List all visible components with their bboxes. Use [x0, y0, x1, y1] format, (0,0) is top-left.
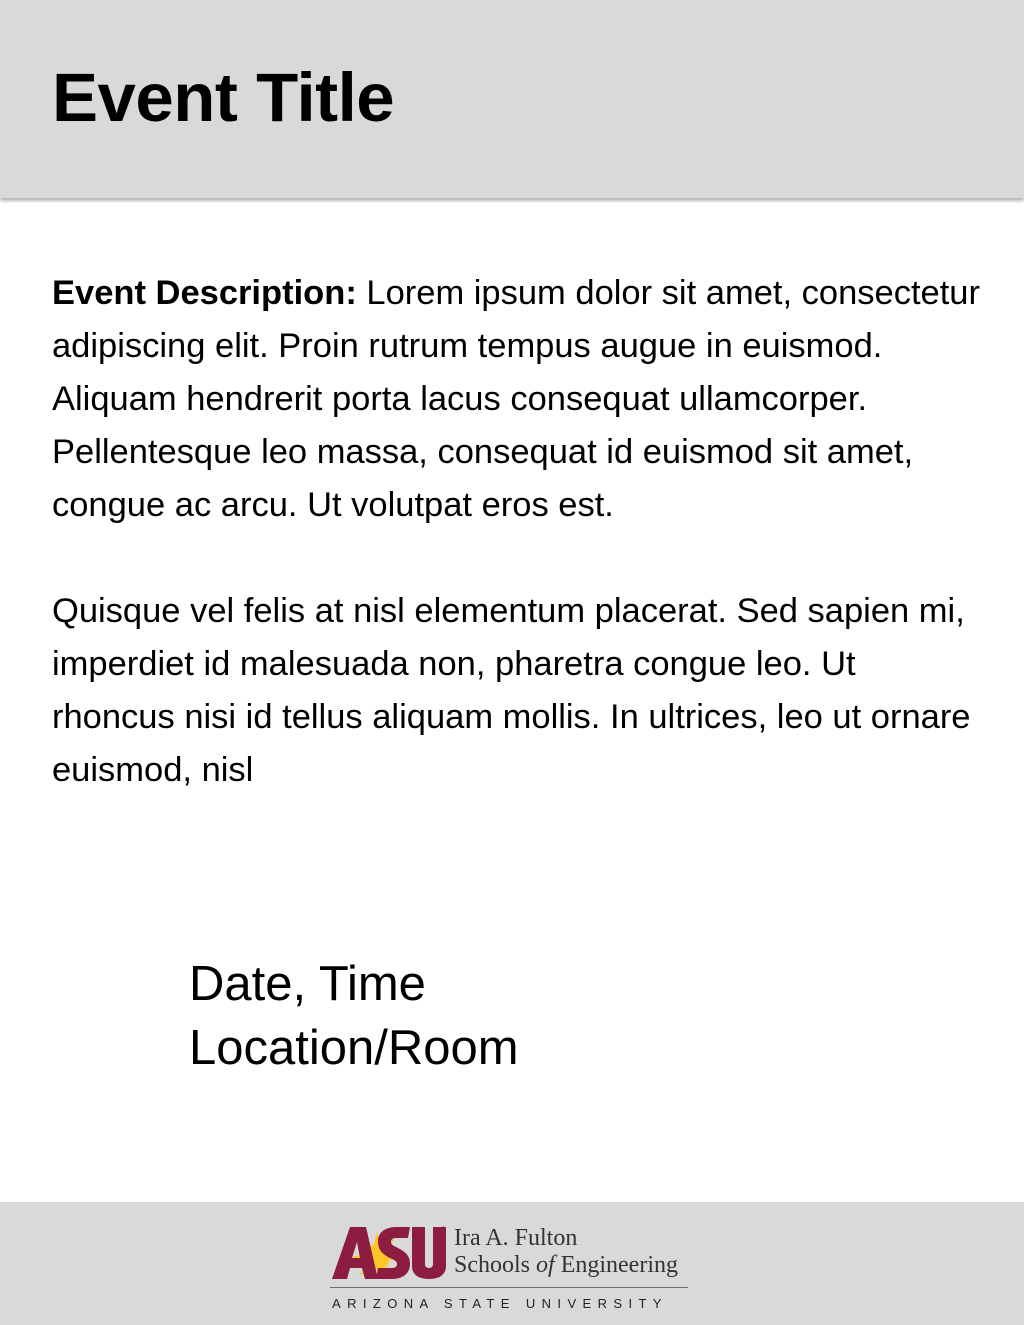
school-word-engineering: Engineering [554, 1252, 678, 1278]
description-text-1: Lorem ipsum dolor sit amet, consectetur adipiscing elit. Proin rutrum tempus augue in euismod. Aliquam hendrerit porta lacus consequat ullamcorper. Pellentesque leo massa, consequat id euismod sit amet, congue ac arcu. Ut volutpat eros est. [52, 274, 980, 524]
event-description [52, 267, 982, 797]
event-title: Event Title [52, 59, 395, 136]
event-date-time: Date, Time [189, 957, 426, 1011]
description-paragraph-2: Quisque vel felis at nisl elementum placerat. Sed sapien mi, imperdiet id malesuada non, pharetra congue leo. Ut rhoncus nisi id tellus aliquam mollis. In ultrices, leo ut ornare euismod, nisl [52, 592, 971, 789]
event-info [189, 952, 519, 1080]
school-name-line-2 [454, 1252, 678, 1278]
description-label: Event Description: [52, 274, 357, 312]
asu-letter-a [332, 1227, 378, 1279]
description-paragraph-1 [52, 267, 982, 532]
school-word-schools: Schools [454, 1252, 537, 1278]
asu-logo-mark [330, 1224, 446, 1280]
university-name: ARIZONA STATE UNIVERSITY [332, 1296, 668, 1311]
footer-banner [0, 1202, 1024, 1325]
event-location: Location/Room [189, 1021, 519, 1075]
header-banner [0, 0, 1024, 198]
asu-engineering-logo [330, 1222, 690, 1317]
logo-divider [330, 1287, 688, 1288]
school-name-line-1: Ira A. Fulton [454, 1225, 578, 1251]
asu-letter-u [412, 1227, 446, 1279]
school-word-of: of [536, 1252, 555, 1278]
